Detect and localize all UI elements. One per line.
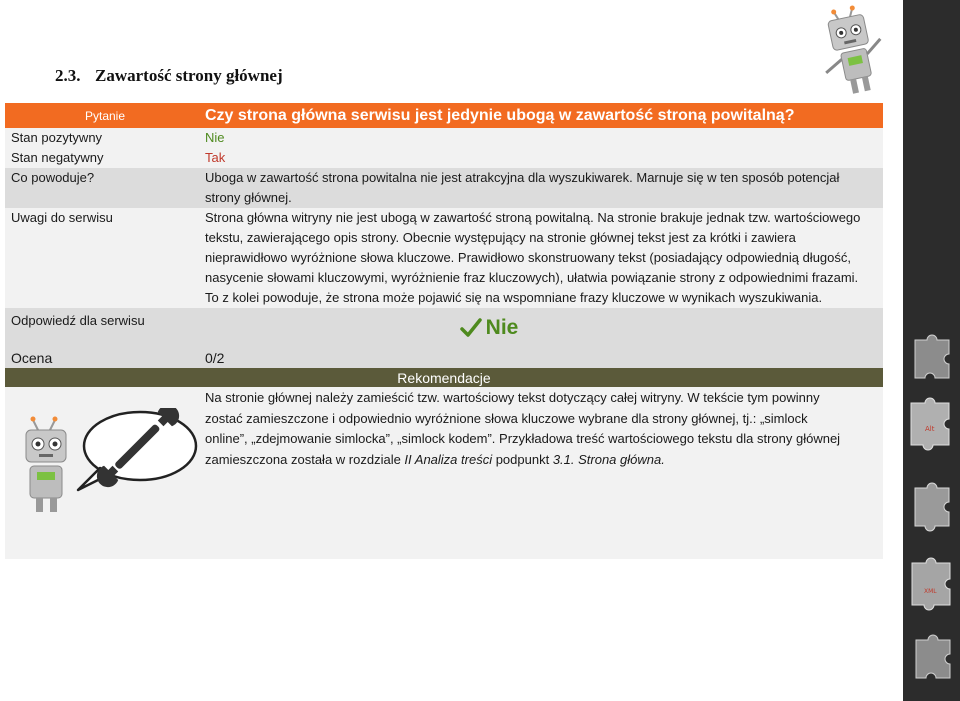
remarks-text: Strona główna witryny nie jest ubogą w zawartość stroną powitalną. Na stronie brakuje jednak tzw. wartościowego tekstu, zawierającego opis strony. Obecnie występujący na stronie głównej tekst jest za krótki i zawiera nieprawidłowo wyróżnione słowa kluczowe. Prawidłowo skonstruowany tekst (posiadający odpowiednią długość, nasycenie słowami kluczowymi, wyróżnienie fraz kluczowych), ułatwia powiązanie strony z odpowiednimi frazami. To z kolei powoduje, że strona może pojawić się na wspomniane frazy kluczowe w wynikach wyszukiwania. — [205, 210, 861, 305]
negative-value: Tak — [205, 150, 226, 165]
puzzle-icon — [908, 630, 958, 690]
checkmark-icon — [460, 318, 482, 338]
positive-label: Stan pozytywny — [11, 130, 103, 145]
robot-icon — [812, 5, 892, 100]
recommendations-header — [5, 368, 883, 387]
puzzle-icon — [906, 555, 958, 625]
section-number: 2.3. — [55, 66, 81, 85]
svg-text:XML: XML — [924, 588, 937, 595]
cause-text: Uboga w zawartość strona powitalna nie jest atrakcyjna dla wyszukiwarek. Marnuje się w ten sposób potencjał strony głównej. — [205, 170, 840, 205]
recommendations-part2: podpunkt — [492, 451, 553, 467]
svg-text:Alt: Alt — [925, 425, 935, 433]
score-row — [5, 348, 883, 368]
cause-row — [5, 168, 883, 208]
negative-row — [5, 148, 883, 168]
puzzle-icon — [907, 330, 957, 390]
positive-row — [5, 128, 883, 148]
score-label: Ocena — [11, 350, 53, 366]
remarks-row — [5, 208, 883, 308]
remarks-label: Uwagi do serwisu — [11, 210, 113, 225]
question-label: Pytanie — [84, 108, 126, 123]
question-text: Czy strona główna serwisu jest jedynie ubogą w zawartość stroną powitalną? — [205, 106, 795, 124]
recommendations-ref-section: 3.1. Strona główna. — [552, 451, 665, 467]
cause-label: Co powoduje? — [11, 170, 95, 185]
score-value: 0/2 — [205, 350, 225, 366]
section-heading — [55, 66, 283, 86]
recommendations-part1: Na stronie głównej należy zamieścić tzw. wartościowy tekst dotyczący całej witryny. W tekście tym powinny zostać zamieszczone i odpowiednio wyróżnione słowa kluczowe wybrane dla strony głównej, tj.: „simlock online”, „zdejmowanie simlocka”, „simlock kodem”. Przykładowa treść wartościowego tekstu dla strony głównej zamieszczona została w rozdziale — [205, 390, 841, 467]
answer-row — [5, 308, 883, 348]
recommendations-label: Rekomendacje — [397, 370, 491, 386]
positive-value: Nie — [205, 130, 225, 145]
puzzle-icon — [909, 480, 957, 540]
negative-label: Stan negatywny — [11, 150, 104, 165]
recommendations-ref-chapter: II Analiza treści — [404, 451, 493, 467]
answer-value: Nie — [485, 316, 519, 339]
robot-wrench-illustration — [0, 408, 200, 518]
question-row — [5, 103, 883, 128]
puzzle-icon — [905, 395, 957, 465]
section-title: Zawartość strony głównej — [95, 66, 283, 85]
answer-label: Odpowiedź dla serwisu — [11, 313, 145, 328]
decorative-side-strip — [903, 0, 960, 701]
